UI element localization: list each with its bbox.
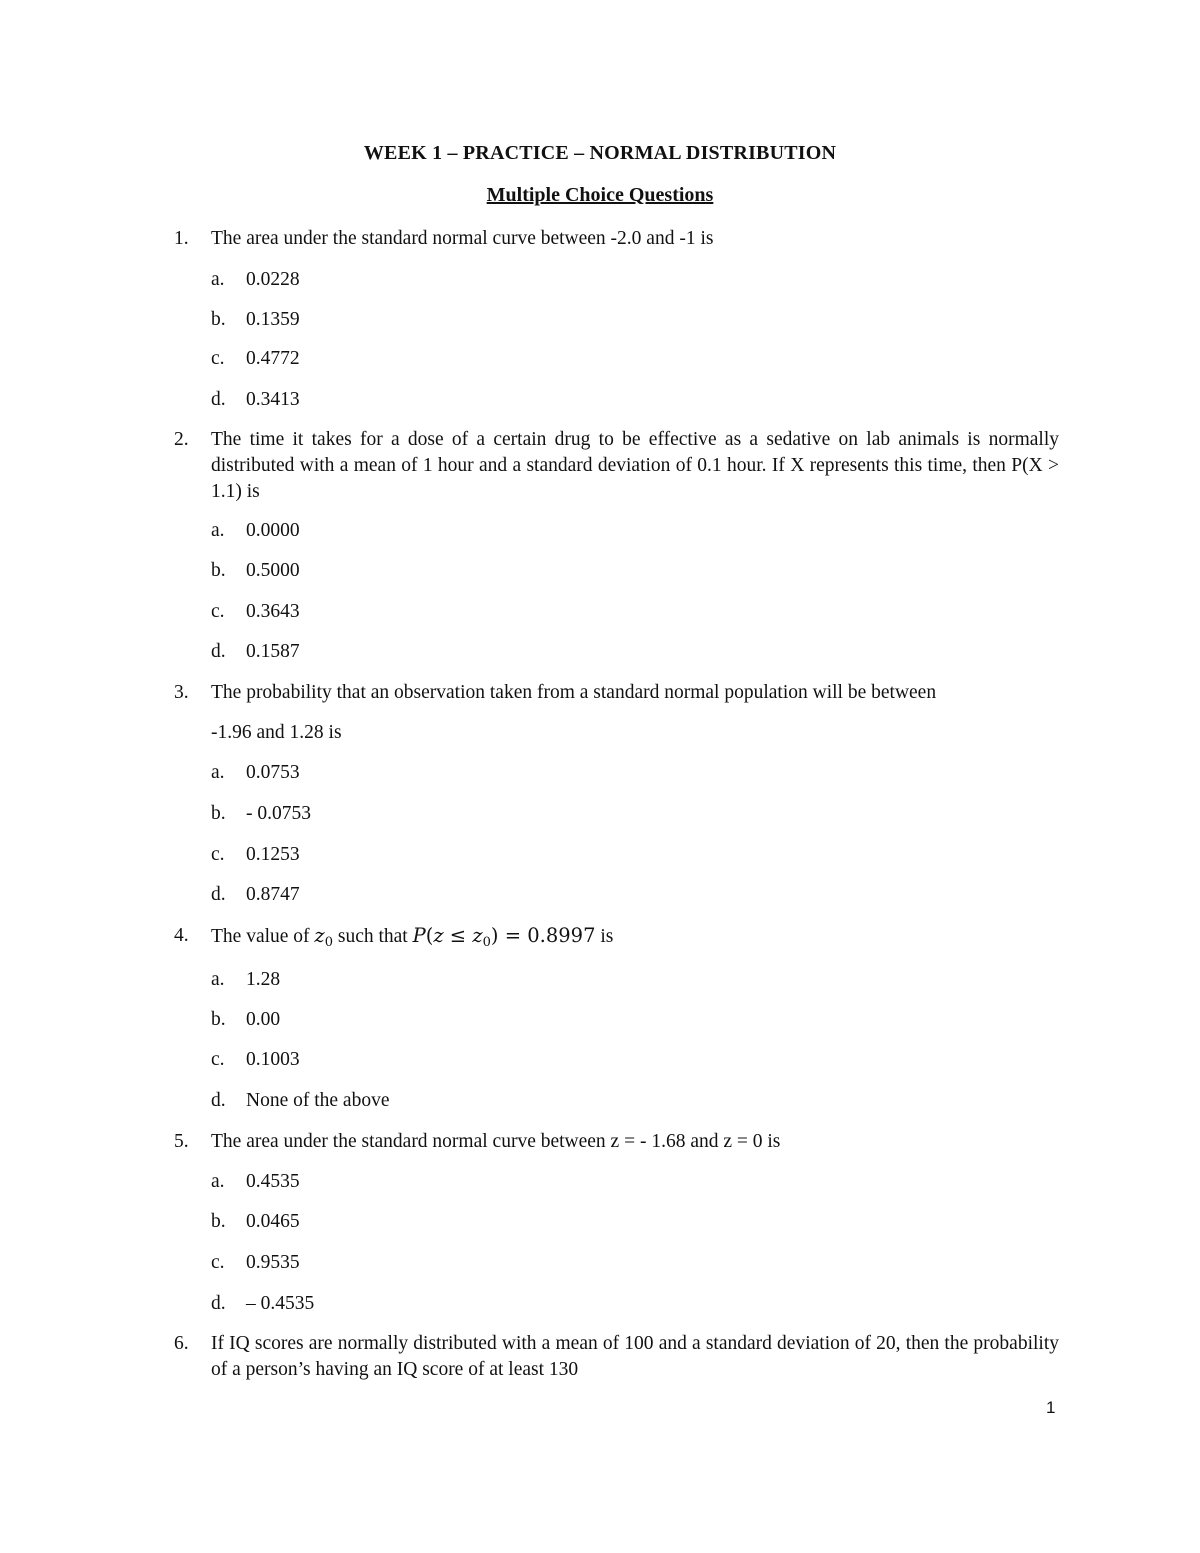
- math-variable: z: [433, 924, 444, 947]
- question-number: 4.: [174, 925, 189, 946]
- question-text-part: The value of: [211, 926, 315, 947]
- question-text: [211, 923, 1059, 956]
- option-text: 0.1003: [246, 1049, 300, 1070]
- option-letter: d.: [211, 1090, 226, 1111]
- option-letter: a.: [211, 269, 225, 290]
- math-variable: z: [314, 924, 325, 947]
- option-text: 0.0000: [246, 520, 300, 541]
- math-symbol: (: [425, 924, 434, 947]
- question-text: If IQ scores are normally distributed with a mean of 100 and a standard deviation of 20, then the probability of a person’s having an IQ score of at least 130: [211, 1333, 1059, 1380]
- question-number: 2.: [174, 429, 189, 450]
- option-letter: d.: [211, 1293, 226, 1314]
- option-letter: d.: [211, 641, 226, 662]
- option-text: 0.4772: [246, 348, 300, 369]
- option-text: 0.5000: [246, 560, 300, 581]
- option-letter: b.: [211, 803, 226, 824]
- question-number: 1.: [174, 228, 189, 249]
- option-text: 0.0465: [246, 1211, 300, 1232]
- option-text: 0.1253: [246, 844, 300, 865]
- option-letter: c.: [211, 1252, 225, 1273]
- question-text-continuation: -1.96 and 1.28 is: [211, 722, 342, 743]
- math-symbol: ) = 0.8997: [490, 924, 596, 947]
- option-text: 0.1587: [246, 641, 300, 662]
- math-variable: z: [472, 924, 483, 947]
- option-letter: b.: [211, 560, 226, 581]
- option-text: 0.1359: [246, 309, 300, 330]
- question-text: The time it takes for a dose of a certain drug to be effective as a sedative on lab animals is normally distributed with a mean of 1 hour and a standard deviation of 0.1 hour. If X represents this time, then P(X > 1.1) is: [211, 429, 1059, 502]
- option-text: 0.00: [246, 1009, 281, 1030]
- math-subscript: 0: [482, 935, 491, 950]
- option-letter: d.: [211, 389, 226, 410]
- option-text: 0.3413: [246, 389, 300, 410]
- option-letter: b.: [211, 1009, 226, 1030]
- option-text: 0.9535: [246, 1252, 300, 1273]
- option-text: 0.4535: [246, 1171, 300, 1192]
- math-variable: P: [412, 924, 426, 947]
- option-letter: a.: [211, 969, 225, 990]
- question-number: 3.: [174, 682, 189, 703]
- section-heading: Multiple Choice Questions: [486, 184, 714, 206]
- option-letter: a.: [211, 520, 225, 541]
- document-title: WEEK 1 – PRACTICE – NORMAL DISTRIBUTION: [363, 142, 837, 164]
- question-text: The probability that an observation taken from a standard normal population will be between: [211, 682, 937, 703]
- option-letter: c.: [211, 1049, 225, 1070]
- option-text: 0.0228: [246, 269, 300, 290]
- question-number: 5.: [174, 1131, 189, 1152]
- page-number: 1: [1046, 1398, 1056, 1417]
- math-subscript: 0: [324, 935, 333, 950]
- option-text: 1.28: [246, 969, 281, 990]
- question-number: 6.: [174, 1333, 189, 1354]
- option-text: 0.3643: [246, 601, 300, 622]
- question-text: The area under the standard normal curve between z = - 1.68 and z = 0 is: [211, 1131, 781, 1152]
- math-symbol: ≤: [443, 924, 473, 947]
- question-text-part: such that: [332, 926, 413, 947]
- option-letter: c.: [211, 601, 225, 622]
- option-text: None of the above: [246, 1090, 390, 1111]
- option-text: 0.0753: [246, 762, 300, 783]
- option-text: 0.8747: [246, 884, 300, 905]
- question-text-part: is: [595, 926, 614, 947]
- option-letter: a.: [211, 1171, 225, 1192]
- option-text: - 0.0753: [246, 803, 311, 824]
- option-letter: d.: [211, 884, 226, 905]
- option-letter: b.: [211, 1211, 226, 1232]
- option-letter: a.: [211, 762, 225, 783]
- question-text: The area under the standard normal curve between -2.0 and -1 is: [211, 228, 714, 249]
- option-letter: b.: [211, 309, 226, 330]
- option-text: – 0.4535: [246, 1293, 315, 1314]
- option-letter: c.: [211, 348, 225, 369]
- option-letter: c.: [211, 844, 225, 865]
